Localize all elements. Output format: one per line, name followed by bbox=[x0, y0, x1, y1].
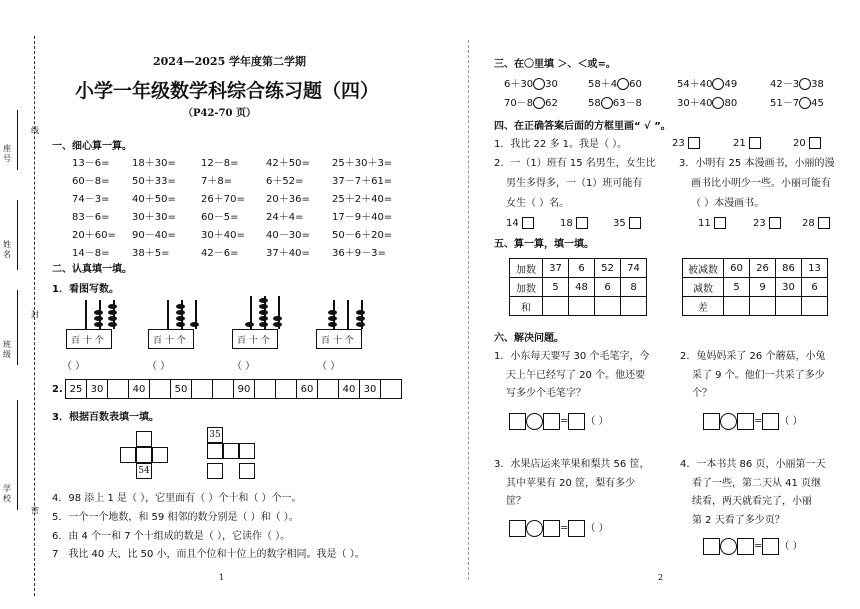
sequence-cell[interactable] bbox=[381, 380, 402, 399]
calc-item: 17－9＋40= bbox=[332, 212, 393, 223]
s6-p3-line3: 筐？ bbox=[506, 496, 526, 507]
sequence-cell[interactable] bbox=[108, 380, 129, 399]
s5-heading: 五、算一算，填一填。 bbox=[494, 239, 594, 250]
s4-q3-opt3[interactable]: 28 bbox=[802, 217, 830, 230]
table-cell[interactable] bbox=[750, 297, 776, 316]
abacus-answer-3: （ ） bbox=[232, 361, 256, 372]
calc-item: 25＋30＋3= bbox=[332, 158, 393, 169]
table-cell: 86 bbox=[776, 259, 802, 278]
sequence-cell[interactable]: 30 bbox=[87, 380, 108, 399]
table-cell: 30 bbox=[776, 278, 802, 297]
sequence-cell[interactable]: 40 bbox=[129, 380, 150, 399]
s4-q2-opt3[interactable]: 35 bbox=[613, 217, 641, 230]
table-row-label: 差 bbox=[683, 297, 724, 316]
calc-item: 20＋60= bbox=[72, 230, 116, 241]
s4-q2-line3: 女生（ ）名。 bbox=[506, 198, 570, 209]
abacus-answer-4: （ ） bbox=[317, 361, 341, 372]
calc-item: 6＋52= bbox=[266, 176, 304, 187]
sequence-cell[interactable]: 90 bbox=[234, 380, 255, 399]
s6-heading: 六、解决问题。 bbox=[494, 333, 564, 344]
s4-q3-line2: 画书比小明少一些。小丽可能有 bbox=[691, 178, 831, 189]
s4-q3-line1: 3．小明有 25 本漫画书，小丽的漫 bbox=[679, 158, 835, 169]
table-cell: 52 bbox=[595, 259, 621, 278]
s6-p1-equation[interactable]: = （ ） bbox=[509, 413, 609, 430]
subtraction-table bbox=[682, 258, 828, 316]
calc-item: 74－3= bbox=[72, 194, 110, 205]
compare-item[interactable]: 30＋40 80 bbox=[677, 98, 738, 109]
s6-p4-line4: 第 2 天看了多少页？ bbox=[692, 515, 785, 526]
s6-p2-equation[interactable]: = （ ） bbox=[703, 413, 803, 430]
s1-heading: 一、细心算一算。 bbox=[52, 141, 132, 152]
calc-item: 40＋50= bbox=[132, 194, 176, 205]
s4-q2-line1: 2．一（1）班有 15 名男生，女生比 bbox=[494, 158, 656, 169]
calc-item: 60－5= bbox=[201, 212, 239, 223]
compare-circle[interactable] bbox=[712, 78, 724, 90]
calc-item: 40－30= bbox=[266, 230, 310, 241]
abacus-2-label: 百 十 个 bbox=[153, 336, 186, 346]
seat-underline bbox=[17, 110, 18, 170]
page-number-2: 2 bbox=[658, 573, 664, 582]
table-cell: 5 bbox=[724, 278, 750, 297]
hundred-grid-2-value: 35 bbox=[207, 427, 223, 443]
calc-item: 42－6= bbox=[201, 248, 239, 259]
table-cell: 26 bbox=[750, 259, 776, 278]
sequence-1 bbox=[65, 379, 234, 399]
addition-table bbox=[509, 258, 647, 316]
s6-p4-equation[interactable]: = （ ） bbox=[703, 538, 803, 555]
class-label: 班级 bbox=[3, 340, 11, 359]
calc-item: 60－8= bbox=[72, 176, 110, 187]
compare-item[interactable]: 6＋30 30 bbox=[504, 79, 558, 90]
compare-item[interactable]: 70－8 62 bbox=[504, 98, 558, 109]
s2-q5: 5．一个一个地数，和 59 相邻的数分别是（ ）和（ ）。 bbox=[52, 512, 299, 523]
s4-q3-line3: （ ）本漫画书。 bbox=[691, 198, 765, 209]
table-row-label: 被减数 bbox=[683, 259, 724, 278]
table-cell: 9 bbox=[750, 278, 776, 297]
table-cell[interactable] bbox=[569, 297, 595, 316]
table-row-label: 和 bbox=[510, 297, 543, 316]
page-range: （P42-70 页） bbox=[183, 108, 256, 119]
s6-p4-line1: 4．一本书共 86 页，小丽第一天 bbox=[680, 459, 826, 470]
sequence-cell[interactable]: 25 bbox=[66, 380, 87, 399]
calc-item: 36＋9－3= bbox=[332, 248, 386, 259]
calc-item: 90－40= bbox=[132, 230, 176, 241]
school-year: 2024—2025 学年度第二学期 bbox=[153, 55, 307, 68]
table-cell: 74 bbox=[621, 259, 647, 278]
school-label: 学校 bbox=[3, 484, 11, 503]
page-divider bbox=[468, 40, 469, 580]
compare-item[interactable]: 54＋40 49 bbox=[677, 79, 738, 90]
table-cell: 60 bbox=[724, 259, 750, 278]
s6-p3-line1: 3．水果店运来苹果和梨共 56 筐， bbox=[494, 459, 650, 470]
abacus-4-label: 百 十 个 bbox=[321, 336, 354, 346]
sequence-cell[interactable] bbox=[213, 380, 234, 399]
table-cell: 6 bbox=[802, 278, 828, 297]
s6-p2-line3: 个？ bbox=[692, 388, 712, 399]
s6-p2-line2: 采了 9 个。他们一共采了多少 bbox=[692, 370, 825, 381]
sequence-cell[interactable] bbox=[276, 380, 297, 399]
s4-q2-line2: 男生多得多，一（1）班可能有 bbox=[506, 178, 643, 189]
page-title: 小学一年级数学科综合练习题（四） bbox=[75, 80, 380, 102]
table-cell[interactable] bbox=[543, 297, 569, 316]
school-underline bbox=[17, 400, 18, 510]
calc-item: 26＋70= bbox=[201, 194, 245, 205]
sequence-cell[interactable]: 30 bbox=[360, 380, 381, 399]
sequence-cell[interactable] bbox=[192, 380, 213, 399]
s4-q3-opt2[interactable]: 23 bbox=[753, 217, 781, 230]
calc-item: 25＋2＋40= bbox=[332, 194, 393, 205]
sequence-2 bbox=[233, 379, 402, 399]
calc-item: 20＋36= bbox=[266, 194, 310, 205]
s2-q6: 6．由 4 个一和 7 个十组成的数是（ ），它读作（ ）。 bbox=[52, 531, 291, 542]
s4-q1-opt3[interactable]: 20 bbox=[793, 137, 821, 150]
seal-mark: 封 bbox=[31, 310, 39, 319]
s4-q3-opt1[interactable]: 11 bbox=[698, 217, 726, 230]
s2-q4: 4．98 添上 1 是（ ），它里面有（ ）个十和（ ）个一。 bbox=[52, 493, 302, 504]
calc-item: 50＋33= bbox=[132, 176, 176, 187]
close-mark: 密 bbox=[31, 506, 39, 515]
s2-q3: 3．根据百数表填一填。 bbox=[52, 412, 159, 423]
sequence-cell[interactable] bbox=[255, 380, 276, 399]
s6-p1-line2: 天上午已经写了 20 个。他还要 bbox=[506, 370, 646, 381]
compare-circle[interactable] bbox=[601, 97, 613, 109]
compare-circle[interactable] bbox=[799, 78, 811, 90]
compare-item[interactable]: 51－7 45 bbox=[770, 98, 824, 109]
s2-q7: 7 我比 40 大，比 50 小，而且个位和十位上的数字相同。我是（ ）。 bbox=[52, 549, 365, 560]
sequence-cell[interactable]: 60 bbox=[297, 380, 318, 399]
s4-q1: 1．我比 22 多 1。我是（ ）。 bbox=[494, 139, 628, 150]
table-cell: 37 bbox=[543, 259, 569, 278]
calc-item: 38＋5= bbox=[132, 248, 170, 259]
s6-p1-line3: 写多少个毛笔字？ bbox=[506, 388, 586, 399]
table-row-label: 加数 bbox=[510, 259, 543, 278]
s6-p3-line2: 其中苹果有 20 筐，梨有多少 bbox=[506, 478, 636, 489]
table-cell[interactable] bbox=[724, 297, 750, 316]
calc-item: 30＋30= bbox=[132, 212, 176, 223]
calc-item: 13－6= bbox=[72, 158, 110, 169]
calc-item: 14－8= bbox=[72, 248, 110, 259]
s2-heading: 二、认真填一填。 bbox=[52, 264, 132, 275]
table-cell: 8 bbox=[621, 278, 647, 297]
s3-heading: 三、在〇里填 ＞、＜或=。 bbox=[494, 59, 616, 70]
compare-item[interactable]: 58 63－8 bbox=[588, 98, 642, 109]
name-underline bbox=[17, 200, 18, 270]
table-cell[interactable] bbox=[802, 297, 828, 316]
calc-item: 37＋40= bbox=[266, 248, 310, 259]
calc-item: 50－6＋20= bbox=[332, 230, 393, 241]
table-cell: 13 bbox=[802, 259, 828, 278]
compare-circle[interactable] bbox=[712, 97, 724, 109]
abacus-1-label: 百 十 个 bbox=[71, 336, 104, 346]
s4-q1-opt2[interactable]: 21 bbox=[733, 137, 761, 150]
sequence-cell[interactable]: 40 bbox=[339, 380, 360, 399]
compare-circle[interactable] bbox=[617, 78, 629, 90]
calc-item: 24＋4= bbox=[266, 212, 304, 223]
table-cell: 5 bbox=[543, 278, 569, 297]
line-mark: 线 bbox=[31, 126, 39, 135]
s4-q2-opt2[interactable]: 18 bbox=[560, 217, 588, 230]
calc-item: 42＋50= bbox=[266, 158, 310, 169]
table-cell: 6 bbox=[595, 278, 621, 297]
table-cell[interactable] bbox=[776, 297, 802, 316]
table-row-label: 减数 bbox=[683, 278, 724, 297]
calc-item: 7＋8= bbox=[201, 176, 233, 187]
compare-circle[interactable] bbox=[799, 97, 811, 109]
s6-p2-line1: 2．兔妈妈采了 26 个蘑菇，小兔 bbox=[680, 351, 826, 362]
s6-p4-line2: 看了一些，第二天从 41 页继 bbox=[692, 478, 822, 489]
calc-item: 30＋40= bbox=[201, 230, 245, 241]
s4-heading: 四、在正确答案后面的方框里画“ √ ”。 bbox=[494, 121, 671, 132]
calc-item: 18＋30= bbox=[132, 158, 176, 169]
s6-p4-line3: 续看，两天就看完了，小丽 bbox=[692, 496, 812, 507]
page-number-1: 1 bbox=[219, 573, 225, 582]
seat-label: 座号 bbox=[3, 144, 11, 163]
s6-p3-equation[interactable]: = （ ） bbox=[509, 520, 609, 537]
sequence-cell[interactable]: 50 bbox=[171, 380, 192, 399]
s4-q1-opt1[interactable]: 23 bbox=[672, 137, 700, 150]
abacus-answer-2: （ ） bbox=[147, 361, 171, 372]
q2-number: 2. bbox=[52, 384, 63, 395]
sequence-cell[interactable] bbox=[318, 380, 339, 399]
hundred-grid-1-value: 54 bbox=[136, 463, 152, 479]
table-cell[interactable] bbox=[621, 297, 647, 316]
table-row-label: 加数 bbox=[510, 278, 543, 297]
s6-p1-line1: 1．小东每天要写 30 个毛笔字，今 bbox=[494, 351, 650, 362]
compare-circle[interactable] bbox=[533, 97, 545, 109]
compare-item[interactable]: 42－3 38 bbox=[770, 79, 824, 90]
calc-item: 83－6= bbox=[72, 212, 110, 223]
table-cell[interactable] bbox=[595, 297, 621, 316]
abacus-3-label: 百 十 个 bbox=[237, 336, 270, 346]
s4-q2-opt1[interactable]: 14 bbox=[506, 217, 534, 230]
s2-q1: 1．看图写数。 bbox=[52, 284, 119, 295]
calc-item: 37－7＋61= bbox=[332, 176, 393, 187]
class-underline bbox=[17, 290, 18, 365]
name-label: 姓名 bbox=[3, 240, 11, 259]
abacus-answer-1: （ ） bbox=[62, 361, 86, 372]
compare-item[interactable]: 58＋4 60 bbox=[588, 79, 642, 90]
compare-circle[interactable] bbox=[533, 78, 545, 90]
table-cell: 48 bbox=[569, 278, 595, 297]
sequence-cell[interactable] bbox=[150, 380, 171, 399]
calc-item: 12－8= bbox=[201, 158, 239, 169]
table-cell: 6 bbox=[569, 259, 595, 278]
